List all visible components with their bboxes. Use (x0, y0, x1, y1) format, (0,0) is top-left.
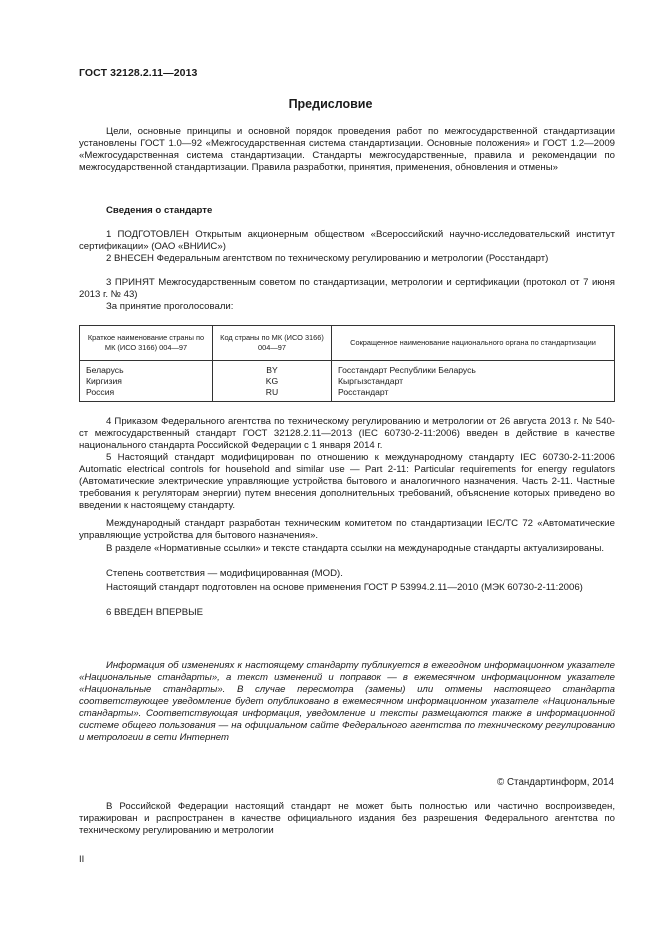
item-4-paragraph: 4 Приказом Федерального агентства по техническому регулированию и метрологии от 26 августа 2013 г. № 540-ст межгосударственный стандарт ГОСТ 32128.2.11—2013 (IEC 60730-2-11:2006) введен в действие в качестве национального стандарта Российской Федерации с 1 января 2014 г. (79, 416, 615, 451)
table-header-row (80, 326, 615, 361)
table-cell-body: Росстандарт (332, 387, 615, 402)
table-row (80, 387, 615, 402)
table-cell-body: Кыргызстандарт (332, 376, 615, 387)
intro-paragraph: Цели, основные принципы и основной порядок проведения работ по межгосударственной стандартизации установлены ГОСТ 1.0—92 «Межгосударственная система стандартизации. Основные положения» и ГОСТ 1.2—2009 «Межгосударственная система стандартизации. Стандарты межгосударственные, правила и рекомендации по межгосударственной стандартизации. Правила разработки, принятия, применения, обновления и отмены» (79, 126, 615, 173)
table-row (80, 376, 615, 387)
table-header-code: Код страны по МК (ИСО 3166) 004—97 (213, 326, 332, 361)
section-heading: Сведения о стандарте (106, 205, 213, 216)
table-row (80, 361, 615, 377)
item-5-committee-paragraph: Международный стандарт разработан техническим комитетом по стандартизации IEC/TC 72 «Автоматические управляющие устройства для бытового назначения». (79, 518, 615, 541)
table-cell-body: Госстандарт Республики Беларусь (332, 361, 615, 377)
reproduction-notice: В Российской Федерации настоящий стандарт не может быть полностью или частично воспроизведен, тиражирован и распространен в качестве официального издания без разрешения Федерального агентства по техническому регулированию и метрологии (79, 801, 615, 836)
table-header-country: Краткое наименование страны по МК (ИСО 3166) 004—97 (80, 326, 213, 361)
table-cell-country: Беларусь (80, 361, 213, 377)
changes-info-notice: Информация об изменениях к настоящему стандарту публикуется в ежегодном информационном указателе «Национальные стандарты», а текст изменений и поправок — в ежемесячном информационном указателе «Национальные стандарты». В случае пересмотра (замены) или отмены настоящего стандарта соответствующее уведомление будет опубликовано в ежемесячном информационном указателе «Национальные стандарты». Соответствующая информация, уведомление и тексты размещаются также в информационной системе общего пользования — на официальном сайте Федерального агентства по техническому регулированию и метрологии в сети Интернет (79, 660, 615, 743)
item-6-paragraph: 6 ВВЕДЕН ВПЕРВЫЕ (106, 607, 204, 618)
table-cell-country: Киргизия (80, 376, 213, 387)
item-5-paragraph: 5 Настоящий стандарт модифицирован по отношению к международному стандарту IEC 60730-2-11:2006 Automatic electrical controls for household and similar use — Part 2-11: Particular requirements for energy regulators (Автоматические электрические управляющие устройства бытового и аналогичного назначения. Часть 2-11. Частные требования к регуляторам энергии) путем внесения дополнительных требований, объяснение которых приведено во введении к настоящему стандарту. (79, 452, 615, 511)
item-5-basis-paragraph: Настоящий стандарт подготовлен на основе применения ГОСТ Р 53994.2.11—2010 (МЭК 60730-2-11:2006) (106, 582, 583, 593)
table-cell-code: BY (213, 361, 332, 377)
table-header-body: Сокращенное наименование национального органа по стандартизации (332, 326, 615, 361)
document-header: ГОСТ 32128.2.11—2013 (79, 67, 198, 79)
item-3-paragraph: 3 ПРИНЯТ Межгосударственным советом по стандартизации, метрологии и сертификации (протокол от 7 июня 2013 г. № 43) (79, 277, 615, 300)
item-2-paragraph: 2 ВНЕСЕН Федеральным агентством по техническому регулированию и метрологии (Росстандарт) (106, 253, 549, 264)
table-cell-code: RU (213, 387, 332, 402)
page-number: II (79, 853, 85, 864)
voting-countries-table (79, 325, 615, 402)
table-cell-code: KG (213, 376, 332, 387)
page-title: Предисловие (288, 97, 373, 111)
item-5-references-paragraph: В разделе «Нормативные ссылки» и тексте стандарта ссылки на международные стандарты актуализированы. (106, 543, 605, 554)
item-5-degree-paragraph: Степень соответствия — модифицированная (MOD). (106, 568, 343, 579)
item-1-paragraph: 1 ПОДГОТОВЛЕН Открытым акционерным обществом «Всероссийский научно-исследовательский институт сертификации» (ОАО «ВНИИС») (79, 229, 615, 252)
table-cell-country: Россия (80, 387, 213, 402)
copyright-line: © Стандартинформ, 2014 (497, 777, 614, 788)
voted-line: За принятие проголосовали: (106, 301, 234, 312)
